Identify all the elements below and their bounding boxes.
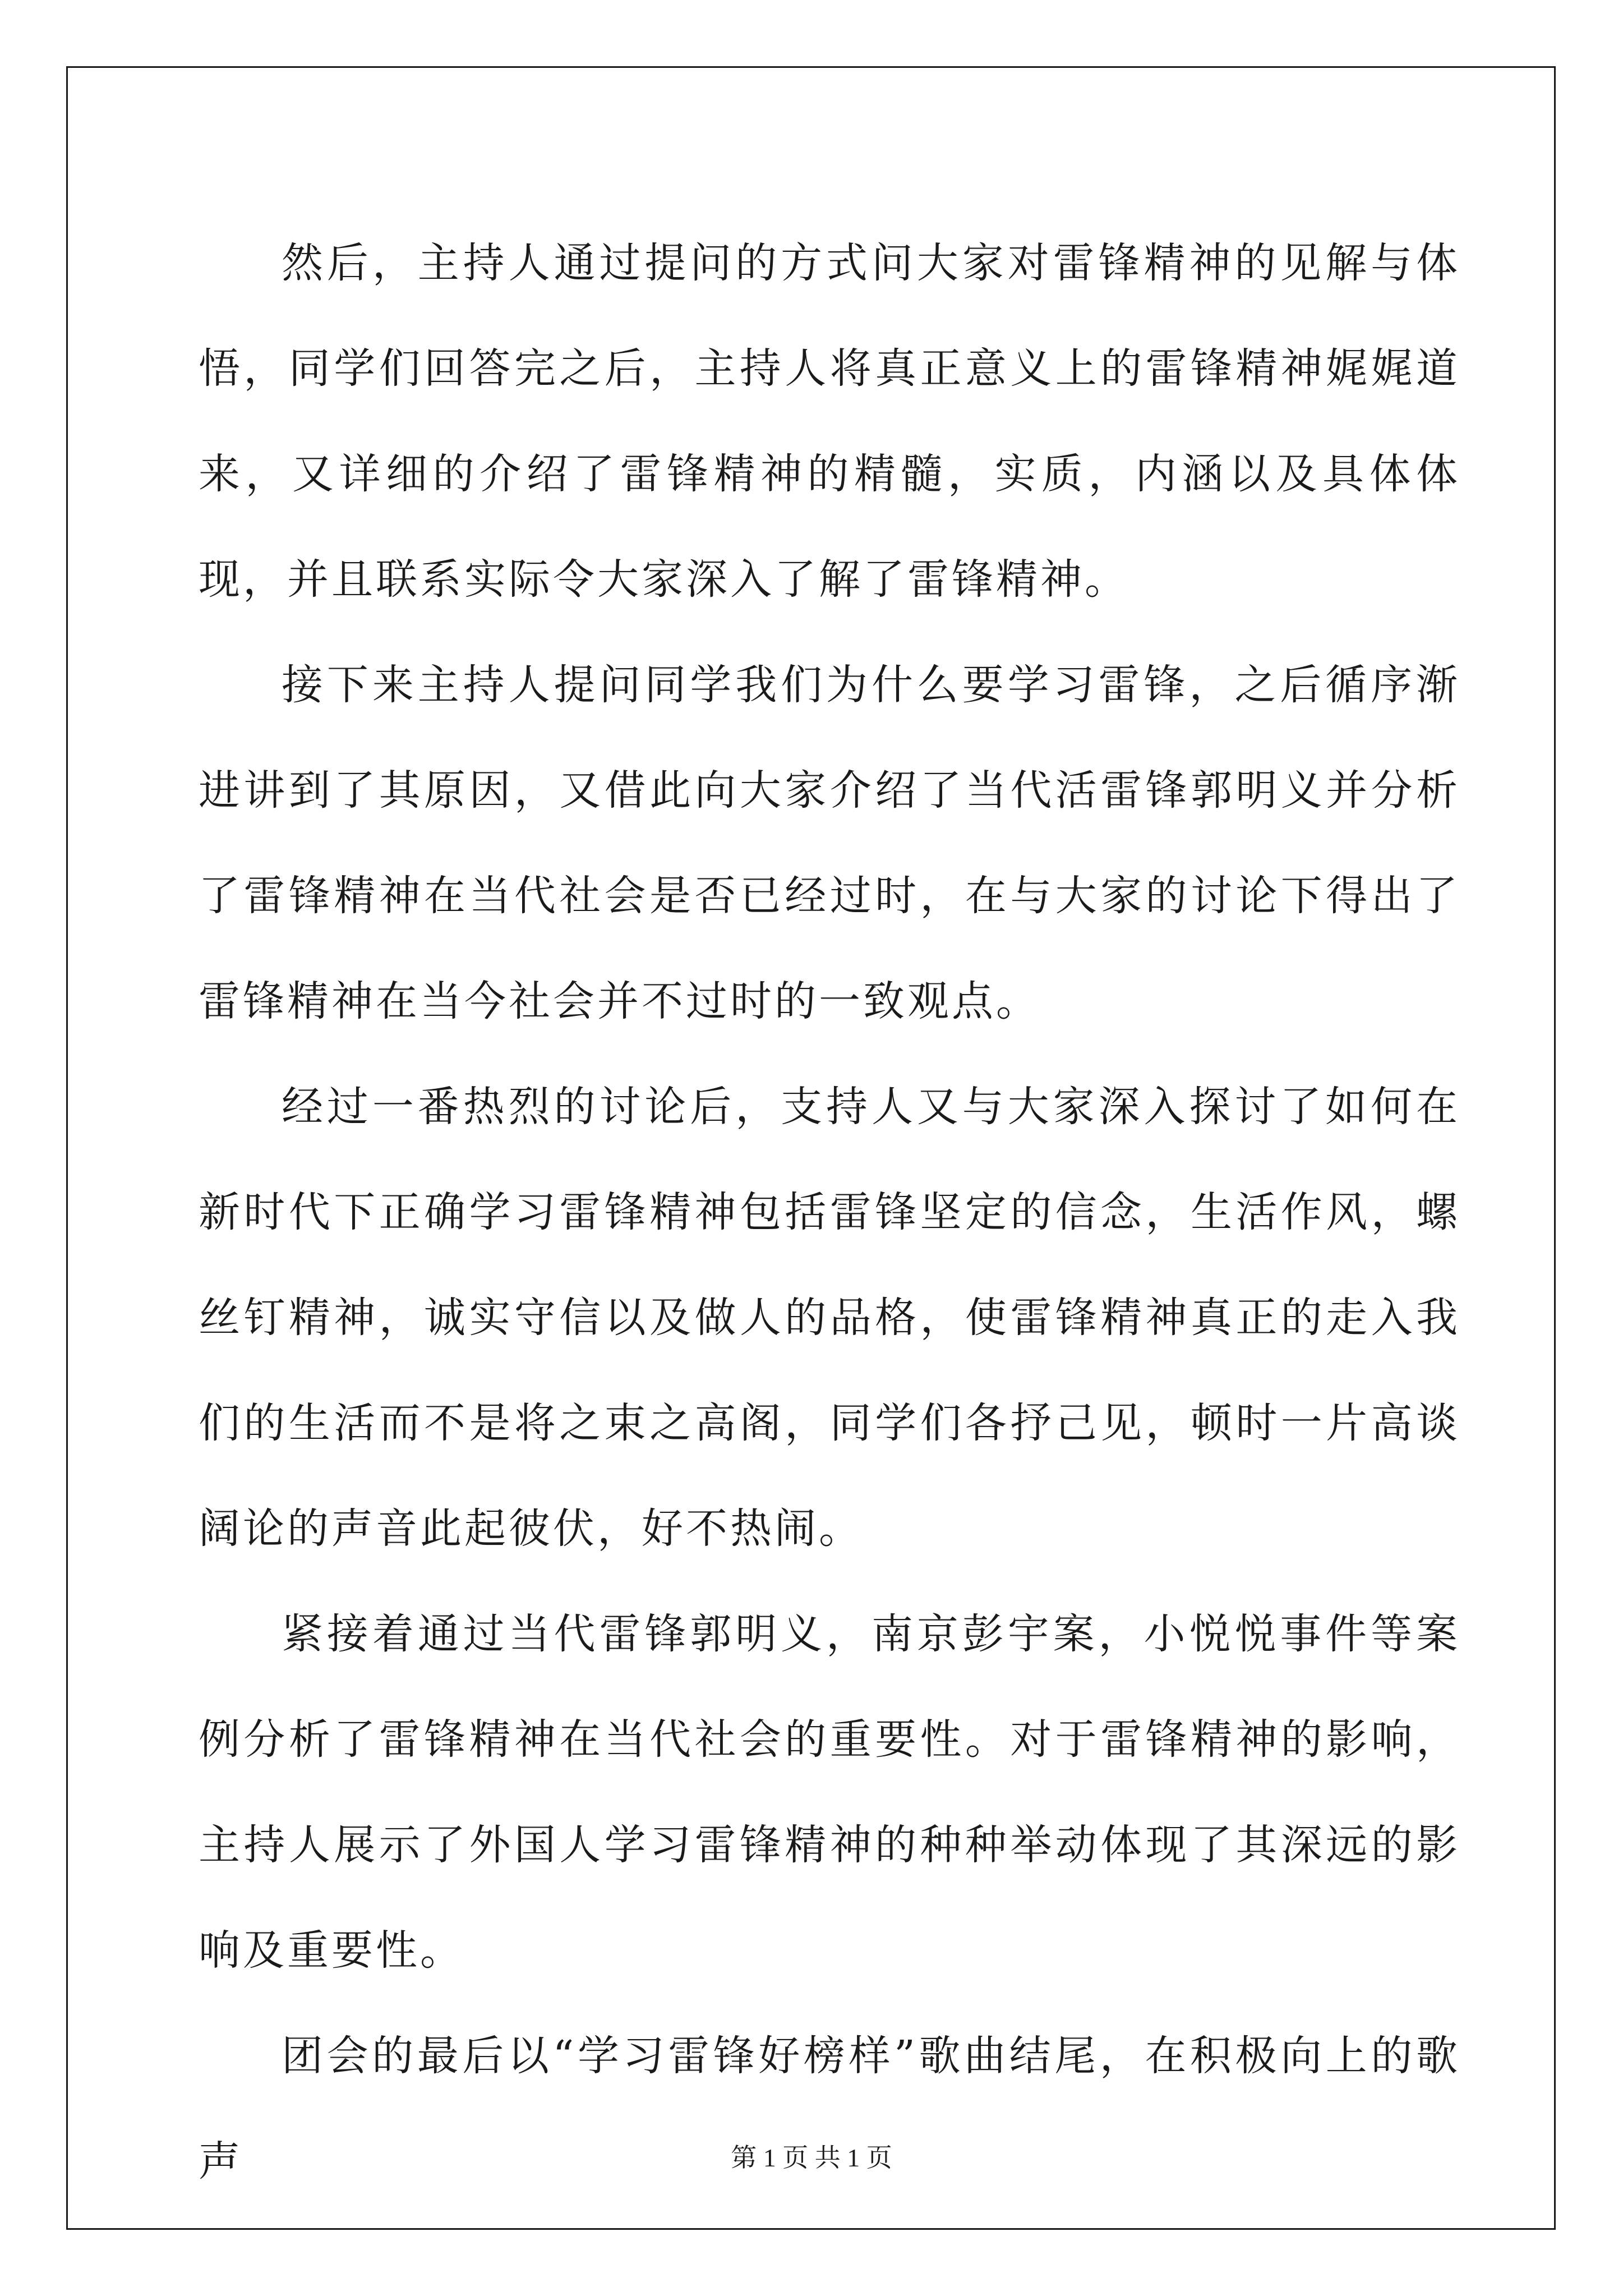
paragraph-3: 经过一番热烈的讨论后，支持人又与大家深入探讨了如何在新时代下正确学习雷锋精神包括雷锋坚定的信念，生活作风，螺丝钉精神，诚实守信以及做人的品格，使雷锋精神真正的走入我们的生活而不是将之束之高阁，同学们各抒己见，顿时一片高谈阔论的声音此起彼伏，好不热闹。 [199, 1083, 1460, 1553]
page-number-footer: 第 1 页 共 1 页 [731, 2143, 892, 2172]
paragraph-5: 团会的最后以“学习雷锋好榜样”歌曲结尾，在积极向上的歌声 [199, 2032, 1460, 2185]
paragraph-4: 紧接着通过当代雷锋郭明义，南京彭宇案，小悦悦事件等案例分析了雷锋精神在当代社会的重要性。对于雷锋精神的影响，主持人展示了外国人学习雷锋精神的种种举动体现了其深远的影响及重要性。 [199, 1610, 1460, 1975]
document-body [199, 210, 1460, 2214]
paragraph-2: 接下来主持人提问同学我们为什么要学习雷锋，之后循序渐进讲到了其原因，又借此向大家介绍了当代活雷锋郭明义并分析了雷锋精神在当代社会是否已经过时，在与大家的讨论下得出了雷锋精神在当今社会并不过时的一致观点。 [199, 661, 1460, 1025]
paragraph-1: 然后，主持人通过提问的方式问大家对雷锋精神的见解与体悟，同学们回答完之后，主持人将真正意义上的雷锋精神娓娓道来，又详细的介绍了雷锋精神的精髓，实质，内涵以及具体体现，并且联系实际令大家深入了解了雷锋精神。 [199, 239, 1460, 604]
